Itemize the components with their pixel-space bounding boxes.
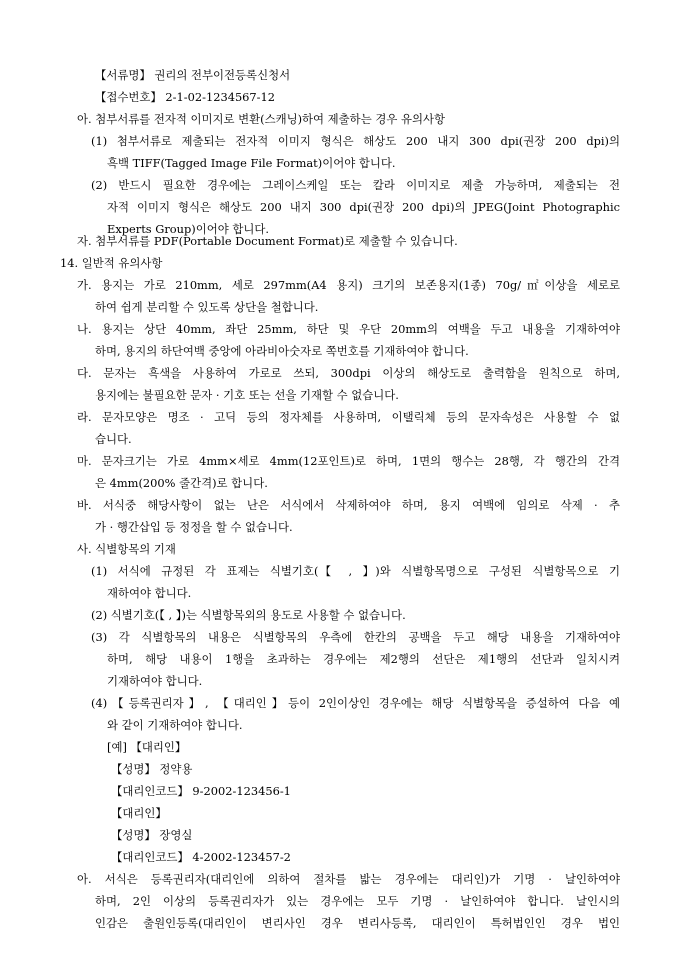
text-line: 【대리인코드】 9-2002-123456-1 [111,784,291,798]
text-line: 하며, 2인 이상의 등록권리자가 있는 경우에는 모두 기명 · 날인하여야 합니다. 날인시의 [95,894,620,908]
text-line: 다. 문자는 흑색을 사용하여 가로로 쓰되, 300dpi 이상의 해상도로 출력함을 원칙으로 하며, [77,366,620,380]
text-line: 재하여야 합니다. [107,586,192,600]
text-line: [예] 【대리인】 [107,740,187,754]
text-line: 습니다. [95,432,132,446]
text-line: 기재하여야 합니다. [107,674,203,688]
text-line: (4)【등록권리자】, 【대리인】등이 2인이상인 경우에는 해당 식별항목을 증설하여 다음 예 [91,696,620,710]
text-line: 가. 용지는 가로 210mm, 세로 297mm(A4 용지) 크기의 보존용지(1종) 70g/㎡이상을 세로로 [77,278,620,292]
text-line: 인감은 출원인등록(대리인이 변리사인 경우 변리사등록, 대리인이 특허법인인 경우 법인 [95,916,620,930]
text-line: 【접수번호】 2-1-02-1234567-12 [95,90,276,104]
text-line: (2) 식별기호(【 , 】)는 식별항목외의 용도로 사용할 수 없습니다. [91,608,406,622]
text-line: 【대리인】 [111,806,167,820]
text-line: (3) 각 식별항목의 내용은 식별항목의 우측에 한칸의 공백을 두고 해당 내용을 기재하여야 [91,630,620,644]
text-line: 하며, 용지의 하단여백 중앙에 아라비아숫자로 쪽번호를 기재하여야 합니다. [95,344,469,358]
text-line: 바. 서식중 해당사항이 없는 난은 서식에서 삭제하여야 하며, 용지 여백에 임의로 삭제 · 추 [77,498,620,512]
text-line: 가 · 행간삽입 등 정정을 할 수 없습니다. [95,520,293,534]
text-line: 흑백 TIFF(Tagged Image File Format)이어야 합니다. [107,156,396,170]
text-line: 【서류명】 권리의 전부이전등록신청서 [95,68,291,82]
text-line: 하며, 해당 내용이 1행을 초과하는 경우에는 제2행의 선단은 제1행의 선단과 일치시켜 [107,652,620,666]
text-line: 자. 첨부서류를 PDF(Portable Document Format)로 제출할 수 있습니다. [77,234,458,248]
text-line: 마. 문자크기는 가로 4mm×세로 4mm(12포인트)로 하며, 1면의 행수는 28행, 각 행간의 간격 [77,454,620,468]
text-line: 【대리인코드】 4-2002-123457-2 [111,850,291,864]
text-line: (2) 반드시 필요한 경우에는 그레이스케일 또는 칼라 이미지로 제출 가능하며, 제출되는 전 [91,178,620,192]
text-line: (1) 첨부서류로 제출되는 전자적 이미지 형식은 해상도 200 내지 300 dpi(권장 200 dpi)의 [91,134,620,148]
text-line: 아. 서식은 등록권리자(대리인에 의하여 절차를 밟는 경우에는 대리인)가 기명 · 날인하여야 [77,872,620,886]
text-line: 용지에는 불필요한 문자 · 기호 또는 선을 기재할 수 없습니다. [95,388,399,402]
text-line: 【성명】 정약용 [111,762,193,776]
text-line: Experts Group)이어야 합니다. [107,222,269,236]
text-line: 자적 이미지 형식은 해상도 200 내지 300 dpi(권장 200 dpi)의 JPEG(Joint Photographic [107,200,620,214]
text-line: 14. 일반적 유의사항 [60,256,163,270]
text-line: (1) 서식에 규정된 각 표제는 식별기호(【 , 】)와 식별항목명으로 구성된 식별항목으로 기 [91,564,620,578]
text-line: 와 같이 기재하여야 합니다. [107,718,243,732]
text-line: 라. 문자모양은 명조 · 고딕 등의 정자체를 사용하며, 이탤릭체 등의 문자속성은 사용할 수 없 [77,410,620,424]
text-line: 하여 쉽게 분리할 수 있도록 상단을 철합니다. [95,300,319,314]
text-line: 아. 첨부서류를 전자적 이미지로 변환(스캐닝)하여 제출하는 경우 유의사항 [77,112,445,126]
text-line: 사. 식별항목의 기재 [77,542,176,556]
text-line: 은 4mm(200% 줄간격)로 합니다. [95,476,268,490]
text-line: 【성명】 장영실 [111,828,193,842]
text-line: 나. 용지는 상단 40mm, 좌단 25mm, 하단 및 우단 20mm의 여백을 두고 내용을 기재하여야 [77,322,620,336]
